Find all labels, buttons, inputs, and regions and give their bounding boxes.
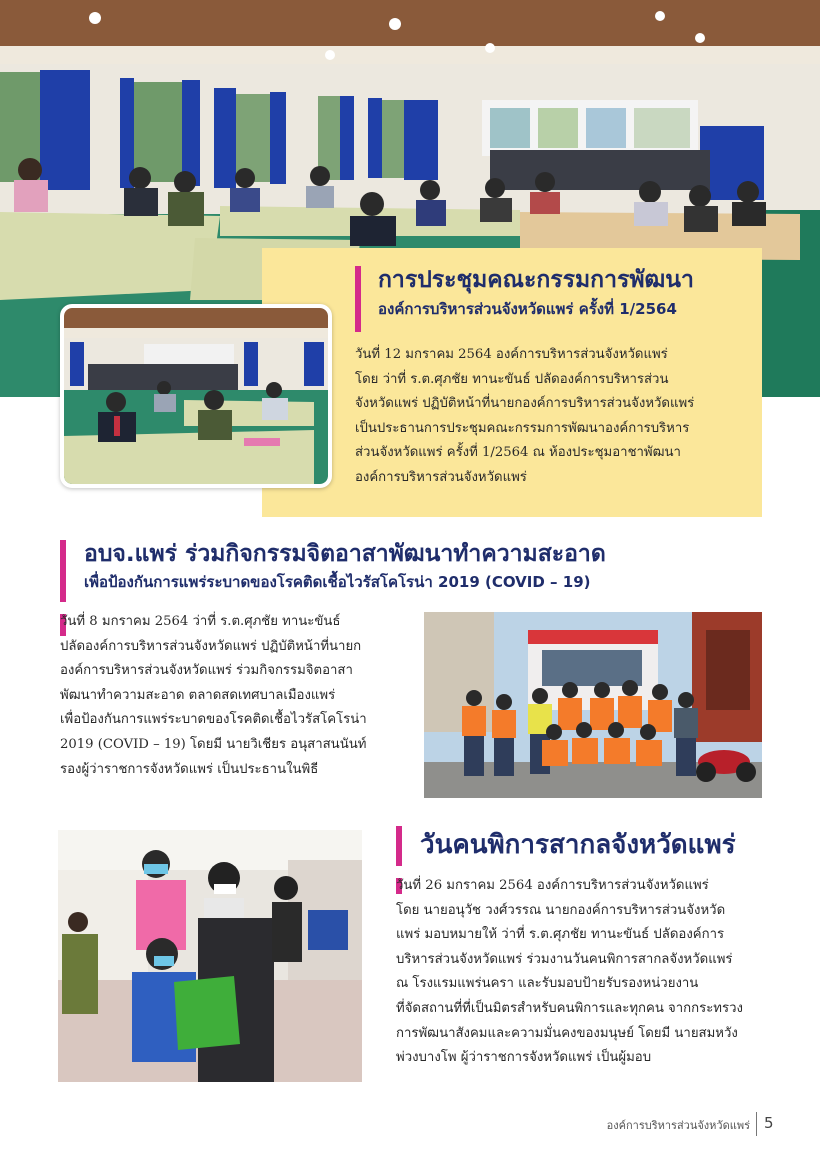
volunteer-group-photo <box>424 612 762 798</box>
article2-title: อบจ.แพร่ ร่วมกิจกรรมจิตอาสาพัฒนาทำความสะอาด <box>84 541 606 567</box>
page-number: 5 <box>764 1114 774 1132</box>
footer-organization: องค์การบริหารส่วนจังหวัดแพร่ <box>606 1119 750 1132</box>
article3-accent-bar <box>396 826 402 866</box>
article3-title: วันคนพิการสากลจังหวัดแพร่ <box>420 830 736 860</box>
meeting-inset-photo <box>60 304 332 488</box>
article1-title: การประชุมคณะกรรมการพัฒนา <box>378 267 694 293</box>
article1-body: วันที่ 12 มกราคม 2564 องค์การบริหารส่วนจังหวัดแพร่ โดย ว่าที่ ร.ต.ศุภชัย ทานะขันธ์ ปลัดองค์การบริหารส่วน จังหวัดแพร่ ปฏิบัติหน้าที่นายกองค์การบริหารส่วนจังหวัดแพร่ เป็นประธานการประชุมคณะกรรมการพัฒนาองค์การบริหาร ส่วนจังหวัดแพร่ ครั้งที่ 1/2564 ณ ห้องประชุมอาชาพัฒนา องค์การบริหารส่วนจังหวัดแพร่ <box>355 347 695 485</box>
disability-day-photo <box>58 830 362 1082</box>
article2-subtitle: เพื่อป้องกันการแพร่ระบาดของโรคติดเชื้อไวรัสโคโรน่า 2019 (COVID – 19) <box>84 573 591 591</box>
article2-accent-bar <box>60 540 66 602</box>
footer-divider <box>756 1112 757 1136</box>
article3-body: วันที่ 26 มกราคม 2564 องค์การบริหารส่วนจังหวัดแพร่ โดย นายอนุวัช วงศ์วรรณ นายกองค์การบริหารส่วนจังหวัด แพร่ มอบหมายให้ ว่าที่ ร.ต.ศุภชัย ทานะขันธ์ ปลัดองค์การ บริหารส่วนจังหวัดแพร่ ร่วมงานวันคนพิการสากลจังหวัดแพร่ ณ โรงแรมแพร่นครา และรับมอบป้ายรับรองหน่วยงาน ที่จัดสถานที่ที่เป็นมิตรสำหรับคนพิการและทุกคน จากกระทรวง การพัฒนาสังคมและความมั่นคงของมนุษย์ โดยมี นายสมหวัง พ่วงบางโพ ผู้ว่าราชการจังหวัดแพร่ เป็นผู้มอบ <box>396 878 743 1066</box>
article1-accent-bar <box>355 266 361 332</box>
article2-body: วันที่ 8 มกราคม 2564 ว่าที่ ร.ต.ศุภชัย ทานะขันธ์ ปลัดองค์การบริหารส่วนจังหวัดแพร่ ปฏิบัติหน้าที่นายก องค์การบริหารส่วนจังหวัดแพร่ ร่วมกิจกรรมจิตอาสา พัฒนาทำความสะอาด ตลาดสดเทศบาลเมืองแพร่ เพื่อป้องกันการแพร่ระบาดของโรคติดเชื้อไวรัสโคโรน่า 2019 (COVID – 19) โดยมี นายวิเชียร อนุสาสนนันท์ รองผู้ว่าราชการจังหวัดแพร่ เป็นประธานในพิธี <box>60 614 367 777</box>
article1-subtitle: องค์การบริหารส่วนจังหวัดแพร่ ครั้งที่ 1/2564 <box>378 300 677 318</box>
